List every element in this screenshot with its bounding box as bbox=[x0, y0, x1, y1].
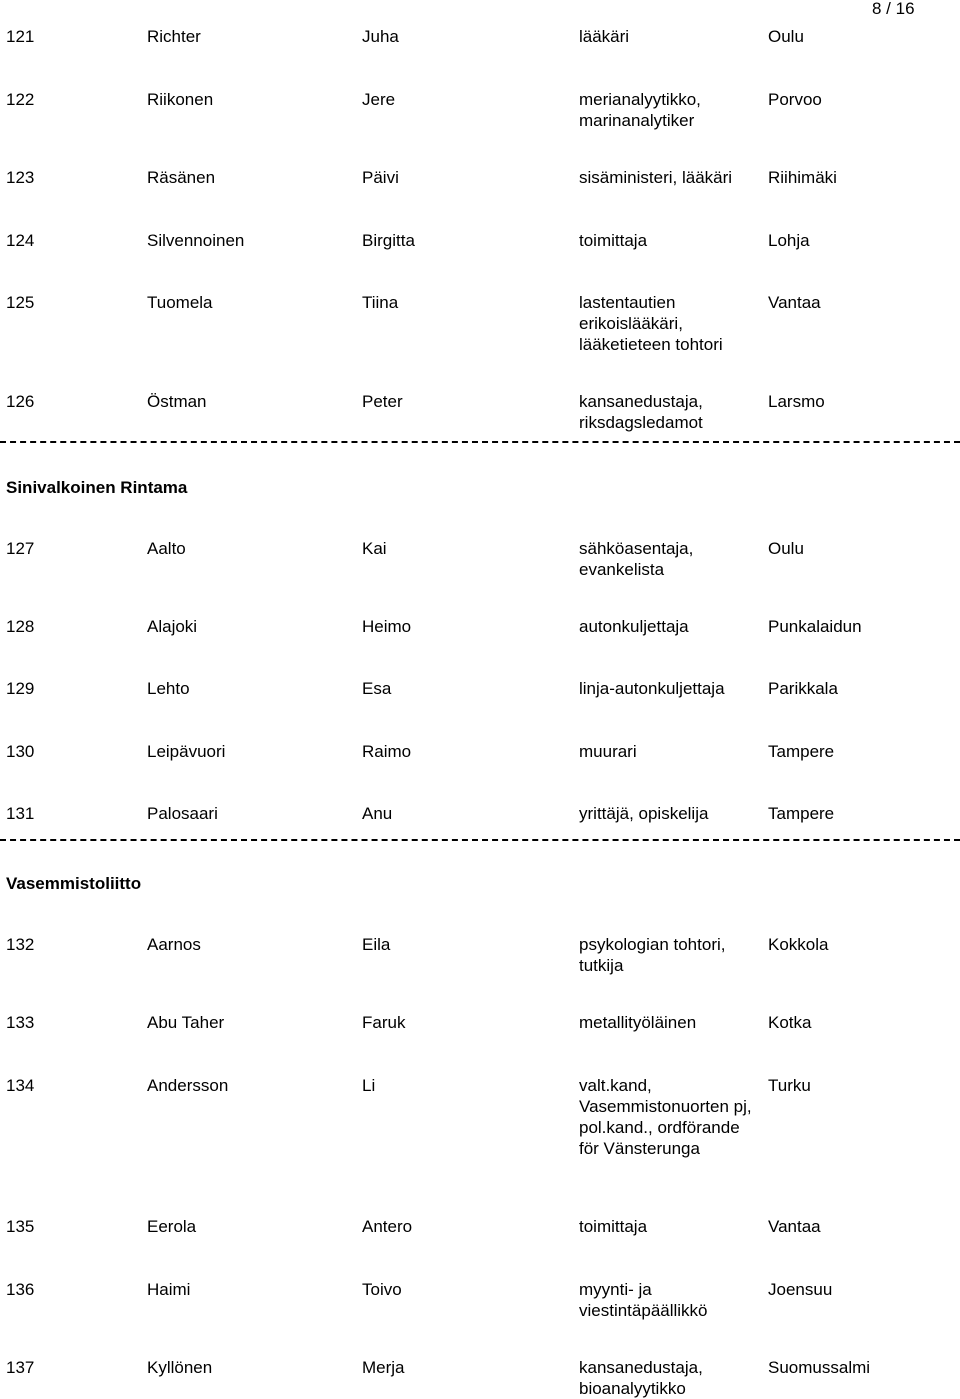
candidate-city: Porvoo bbox=[768, 90, 822, 109]
page-indicator: 8 / 16 bbox=[872, 0, 915, 18]
party-heading: Vasemmistoliitto bbox=[6, 874, 142, 893]
candidate-city: Vantaa bbox=[768, 1217, 821, 1236]
candidate-number: 122 bbox=[6, 90, 35, 109]
candidate-city: Kokkola bbox=[768, 935, 829, 954]
candidate-city: Oulu bbox=[768, 539, 804, 558]
candidate-city: Punkalaidun bbox=[768, 617, 862, 636]
candidate-city: Kotka bbox=[768, 1013, 812, 1032]
candidate-last-name: Tuomela bbox=[147, 293, 213, 312]
candidate-number: 134 bbox=[6, 1076, 35, 1095]
candidate-city: Turku bbox=[768, 1076, 811, 1095]
candidate-first-name: Merja bbox=[362, 1358, 405, 1377]
candidate-last-name: Räsänen bbox=[147, 168, 216, 187]
candidate-occupation: metallityöläinen bbox=[579, 1013, 697, 1032]
candidate-occupation: toimittaja bbox=[579, 1217, 648, 1236]
candidate-last-name: Östman bbox=[147, 392, 207, 411]
candidate-occupation: psykologian tohtori, tutkija bbox=[579, 935, 726, 975]
candidate-city: Riihimäki bbox=[768, 168, 837, 187]
candidate-first-name: Kai bbox=[362, 539, 387, 558]
candidate-first-name: Antero bbox=[362, 1217, 413, 1236]
candidate-occupation: lastentautien erikoislääkäri, lääketieteen tohtori bbox=[579, 293, 723, 354]
section-divider bbox=[0, 839, 960, 841]
candidate-last-name: Aalto bbox=[147, 539, 186, 558]
candidate-last-name: Lehto bbox=[147, 679, 190, 698]
candidate-number: 129 bbox=[6, 679, 35, 698]
candidate-number: 127 bbox=[6, 539, 35, 558]
candidate-occupation: linja-autonkuljettaja bbox=[579, 679, 725, 698]
candidate-first-name: Päivi bbox=[362, 168, 399, 187]
candidate-city: Joensuu bbox=[768, 1280, 833, 1299]
candidate-number: 137 bbox=[6, 1358, 35, 1377]
candidate-last-name: Richter bbox=[147, 27, 201, 46]
candidate-first-name: Birgitta bbox=[362, 231, 415, 250]
candidate-number: 132 bbox=[6, 935, 35, 954]
candidate-city: Suomussalmi bbox=[768, 1358, 871, 1377]
candidate-occupation: myynti- ja viestintäpäällikkö bbox=[579, 1280, 708, 1320]
candidate-city: Tampere bbox=[768, 742, 835, 761]
candidate-first-name: Eila bbox=[362, 935, 391, 954]
candidate-city: Lohja bbox=[768, 231, 810, 250]
candidate-number: 124 bbox=[6, 231, 35, 250]
candidate-last-name: Andersson bbox=[147, 1076, 229, 1095]
candidate-number: 125 bbox=[6, 293, 35, 312]
candidate-number: 135 bbox=[6, 1217, 35, 1236]
candidate-number: 130 bbox=[6, 742, 35, 761]
candidate-last-name: Kyllönen bbox=[147, 1358, 213, 1377]
candidate-last-name: Abu Taher bbox=[147, 1013, 225, 1032]
candidate-first-name: Juha bbox=[362, 27, 399, 46]
candidate-city: Larsmo bbox=[768, 392, 825, 411]
candidate-last-name: Alajoki bbox=[147, 617, 198, 636]
candidate-last-name: Eerola bbox=[147, 1217, 197, 1236]
candidate-first-name: Li bbox=[362, 1076, 376, 1095]
candidate-first-name: Esa bbox=[362, 679, 392, 698]
candidate-occupation: sisäministeri, lääkäri bbox=[579, 168, 733, 187]
candidate-occupation: kansanedustaja, bioanalyytikko bbox=[579, 1358, 703, 1398]
candidate-occupation: toimittaja bbox=[579, 231, 648, 250]
candidate-last-name: Silvennoinen bbox=[147, 231, 245, 250]
candidate-occupation: valt.kand, Vasemmistonuorten pj, pol.kand., ordförande för Vänsterunga bbox=[579, 1076, 752, 1158]
candidate-first-name: Anu bbox=[362, 804, 393, 823]
candidate-occupation: yrittäjä, opiskelija bbox=[579, 804, 709, 823]
candidate-first-name: Peter bbox=[362, 392, 403, 411]
candidate-occupation: muurari bbox=[579, 742, 637, 761]
candidate-first-name: Raimo bbox=[362, 742, 412, 761]
candidate-occupation: merianalyytikko, marinanalytiker bbox=[579, 90, 701, 130]
candidate-number: 136 bbox=[6, 1280, 35, 1299]
candidate-occupation: sähköasentaja, evankelista bbox=[579, 539, 694, 579]
candidate-last-name: Aarnos bbox=[147, 935, 201, 954]
section-divider bbox=[0, 441, 960, 443]
party-heading: Sinivalkoinen Rintama bbox=[6, 478, 188, 497]
candidate-last-name: Riikonen bbox=[147, 90, 214, 109]
candidate-city: Vantaa bbox=[768, 293, 821, 312]
candidate-city: Parikkala bbox=[768, 679, 838, 698]
candidate-first-name: Heimo bbox=[362, 617, 412, 636]
candidate-first-name: Tiina bbox=[362, 293, 399, 312]
candidate-first-name: Jere bbox=[362, 90, 396, 109]
candidate-city: Oulu bbox=[768, 27, 804, 46]
candidate-last-name: Leipävuori bbox=[147, 742, 226, 761]
candidate-city: Tampere bbox=[768, 804, 835, 823]
candidate-number: 131 bbox=[6, 804, 35, 823]
candidate-last-name: Palosaari bbox=[147, 804, 218, 823]
candidate-number: 128 bbox=[6, 617, 35, 636]
candidate-number: 121 bbox=[6, 27, 35, 46]
candidate-number: 133 bbox=[6, 1013, 35, 1032]
candidate-number: 123 bbox=[6, 168, 35, 187]
candidate-number: 126 bbox=[6, 392, 35, 411]
candidate-occupation: kansanedustaja, riksdagsledamot bbox=[579, 392, 703, 432]
candidate-occupation: lääkäri bbox=[579, 27, 630, 46]
candidate-first-name: Faruk bbox=[362, 1013, 406, 1032]
candidate-first-name: Toivo bbox=[362, 1280, 402, 1299]
candidate-occupation: autonkuljettaja bbox=[579, 617, 689, 636]
candidate-last-name: Haimi bbox=[147, 1280, 191, 1299]
